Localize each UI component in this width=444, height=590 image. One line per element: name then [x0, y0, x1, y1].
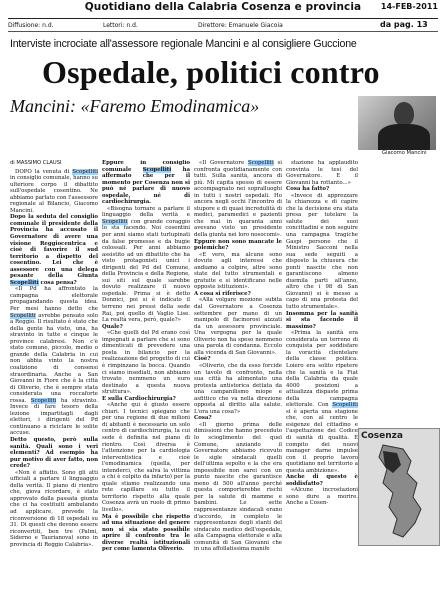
newspaper-title: Quotidiano della Calabria Cosenza e provincia [84, 1, 362, 13]
article-column-1 [10, 160, 98, 580]
meta-bar [8, 20, 438, 32]
calabria-map-icon [363, 443, 435, 541]
question: E sulla Cardiochirurgia? [102, 395, 176, 402]
highlighted-name: Scopelliti [248, 160, 274, 166]
paragraph: «Non è affatto. Sono gli atti ufficiali a parlare il linguaggio della verità. Il piano di rientro che, giova ricordare, è stato approvato dalla passata giunta che ci ha costituiti ambulando ad applicare, prevede la riconversione di 18 ospedali su 31. Di questi che devono essere riconvertiti, ben tre (Palmi, Siderno e Taurianova) sono in provincia di Reggio Calabria». [10, 469, 98, 548]
kicker: Interviste incrociate all'assessore regionale Mancini e al consigliere Guccione [10, 38, 357, 50]
question: Cioè? [194, 356, 211, 363]
paragraph: stazione ha applaudito convinta le tesi del Governatore. E il Giovanni ha rottanto...» [286, 160, 358, 186]
diffusione: Diffusione: n.d. [8, 22, 54, 29]
highlighted-name: Scopelliti [142, 166, 172, 173]
question: Cosa ha fatto? [286, 186, 330, 193]
question: Eppure in consiglio comunale Scopelliti ha affermato che per il momento per Cosenza non si può né parlare di nuovo ospedale, né di cardiochirurgia. [102, 160, 190, 206]
article-column-2 [102, 160, 190, 580]
portrait-photo [358, 96, 436, 150]
question: Dopo la seduta del consiglio comunale il presidente della Provincia ha accusato il Governatore di avere una visione Reggiocentrica e cioè di favorire il sud territorio a dispetto del cosentino. Lei che è assessore con una delega pesante della Giunta Scopelliti cosa pensa? [10, 214, 98, 286]
article-column-4 [286, 160, 358, 580]
byline: di MASSIMO CLAUSI [10, 160, 62, 166]
paragraph: «Oliverio, che da esso forcide un tavolo di confronto, nella sua città ha alimentato una protesta antistorica dettata da una campanilismo miope e asfittico che va nella direzione opposta al diritto alla salute. L'ora una cosa?» [194, 362, 282, 415]
paragraph: «Bisogna tornare a parlare il linguaggio della verità e Scopelliti con grande coraggio lo sta facendo. Noi cosentini per anni siamo stati turlupinati da false promesse e da bugie colossali. Per anni abbiamo assistito ad un dibattito che ha visto protagonisti unici i dirigenti del Pd del Comune, della Provincia e della Regione, sui siti sul quale sarebbe dovuto realizzare il nuovo ospedale. Prima si è detto Donnici, poi si è indicato il terreno nei pressi della sede Rai, poi quello di Vaglio Lise. La realtà vera, però, quale?» [102, 205, 190, 324]
paragraph: «Prima la sanità era considerata un terreno di conquista per soddisfare la voracità clientelare della classe politica. Loiero era solito ripetere che la sanità e la Fiat della Calabria da quale 4000 posizioni a attualizza dispaste prima della campagna elettorale. Con Scopelliti si è aperta una stagione che, con al centro le esigenze del cittadino e l'aspettazione dei Codice di sanità di qualità. È compito dei nuovi manager darne impulse con il proprio lavoro quotidiano nel territorio a questa ambizione». [286, 330, 358, 474]
headline: Ospedale, politici contro [42, 54, 380, 90]
highlighted-name: Scopelliti [72, 168, 98, 175]
paragraph: «Alla volgare mozione subita dal Governatore a Cosenza settembre per mano di un manipolo di facinorosi aizzati da un assessore provinciale. Una vergogna per la quale Oliverio non ha speso nemmeno una parola di condanna. Eccolo alla vicenda di San Giovanni». [194, 297, 282, 356]
photo-caption: Giacomo Mancini [382, 150, 427, 156]
paragraph: «Che quelli del Pd erano così impegnati a parlare che si sono dimenticati di prevedere una posta in bilancio per la realizzazione del progetto di cui è rimpinzano la bocca. Quando ci siamo insediati, non abbiamo trovato nemmeno un euro destinato a questa nuova struttura». [102, 330, 190, 396]
portrait-head [394, 102, 414, 126]
question: Ma è possibile che rispetto ad una situazione del genere non si sia stato possibile aprire il confronto tra le diverse realtà istituzionali per come lamenta Oliverio. [102, 513, 190, 553]
locator-map [358, 428, 440, 546]
question: Cosa? [194, 415, 212, 422]
newspaper-page [8, 0, 438, 590]
question: A cosa si riferisce? [194, 290, 251, 297]
lettori: Lettori: n.d. [103, 22, 138, 29]
portrait-body [378, 124, 430, 150]
masthead [8, 0, 438, 19]
paragraph: «Il Pd ha affrontato la campagna elettorale propagandando questa idea. Per mesi hanno detto che Scopelliti avrebbe pensato solo a Reggio. Il risultato è stato che della gente ha visto, una, ha stravinto in tutte e cinque le province calabresi. Non c'è stato comune, piccolo, medio o grande della Calabria in cui non abbia vinto la nostra coalizione di consensi straordinaria. Anche a San Giovanni in Fiore che è la città di Oliverio, che è sempre stata considerata una roccaforte rossa. Scopelliti ha stravinto. Invece di fare tesoro della lezione impartitagli dagli elettori, i dirigenti del Pd continuano a riciclare le solite accuse. [10, 286, 98, 437]
paragraph: «Il Governatore Scopelliti si confronta quotidianamente con tutti. Sulla sanità, ancora di più. Mi capita spesso di essere accompagnato nei sopralluoghi in tutti i nostri ospedali. Ho ancora negli occhi l'incontro di stupore e di quasi incredulità di medici, paramedici e pazienti che mai in quaranta anni avevano visto un presidente della giunta nei loro nosocomi». [194, 160, 282, 239]
highlighted-name: Scopelliti [30, 397, 57, 404]
paragraph: DOPO la venuta di Scopelliti in consiglio comunale, hanno su ulteriore corpo il dibattito sull'ospedale cosentino. Ne abbiamo parlato con l'assessore regionale al Bilancio, Giacomo Mancini. [10, 168, 98, 214]
paragraph: «Alcune incrostazioni sono dure a morire. Anche a Cosen- [286, 487, 358, 507]
highlighted-name: Scopelliti [332, 402, 358, 409]
subheadline: Mancini: «Faremo Emodinamica» [10, 96, 260, 116]
paragraph: «Invece di apprezzare la chiarezza e di capire che la decisione era stata presa per tutelare la salute dei suoi concittadini e non seguire una campagna tragiche Gaspi persone che il Ministro Sacconi nella sua sede seguiti a disposto la chiusura che punti nascite che non garantiscono almeno duemila parti all'anno, altro che i 98 di San Giovanni) si è messo a capo di una protesta del tutto strumentale». [286, 192, 358, 311]
highlighted-name: Scopelliti [10, 312, 36, 319]
publication-date: 14-FEB-2011 [380, 2, 438, 11]
question: Insomma per la sanità si sta facendo il massimo? [286, 310, 358, 330]
question: Eppure non sono mancate le polemiche? [194, 238, 282, 252]
highlighted-name: Scopelliti [10, 279, 39, 286]
map-label: Cosenza [361, 431, 403, 441]
paragraph: «E vero, ma alcune sono dovute agli interessi che andiamo a colpire, altre sono state del tutto strumentali e gratuite e si identificano nelle opposte istituzioni». [194, 251, 282, 291]
question: Detto questo, però sulla sanità. Quali sono i veri elementi? Ad esempio ha pur motivo di aver fatto, non crede? [10, 436, 98, 470]
direttore: Direttore: Emanuele Giacoia [198, 22, 283, 29]
question: Quale? [102, 323, 123, 330]
question: Anche di questo è soddisfatto? [286, 474, 358, 487]
highlighted-name: Scopelliti [102, 218, 128, 225]
article-column-3 [194, 160, 282, 580]
paragraph: «Il giorno prima delle dimissioni che hanno preceduto lo scioglimento del quel Comune, anziando il Governatore abbiamo ricevuto le sigle sindacali quelli dell'ultima sepolto e la che era impossibile non sarei con un punto nascite che garantisce meno di 500 all'anno perché questa comporterebbe rischi per la salute di mamme e bambini. Le sette rappresentanze sindacali erano d'accordo, in completo le rappresentanze degli stanti del sindacato medico dell'ospedale, alla Campagna elettorale e alla comunità di San Giovanni che in una affollatissima manife [194, 421, 282, 553]
page-number: da pag. 13 [380, 20, 428, 29]
paragraph: «Anche qui è giusto essere chiari. I tecnici spiegano che per una regione di due milioni di abitanti è necessario un solo centro di cardiochirurgia, la cui sede è definita nel piano di rientro. Così diversa è l'attenzione per la cardiologia interventistica e cioè l'emodinamica (quella, per intenderci, che salva la vittima a chi è colpito da infarto) per la quale stiamo realizzando una rete capillare su tutto il territorio rispetto alla quale Cosenza avrà un ruolo di primo livello». [102, 402, 190, 513]
